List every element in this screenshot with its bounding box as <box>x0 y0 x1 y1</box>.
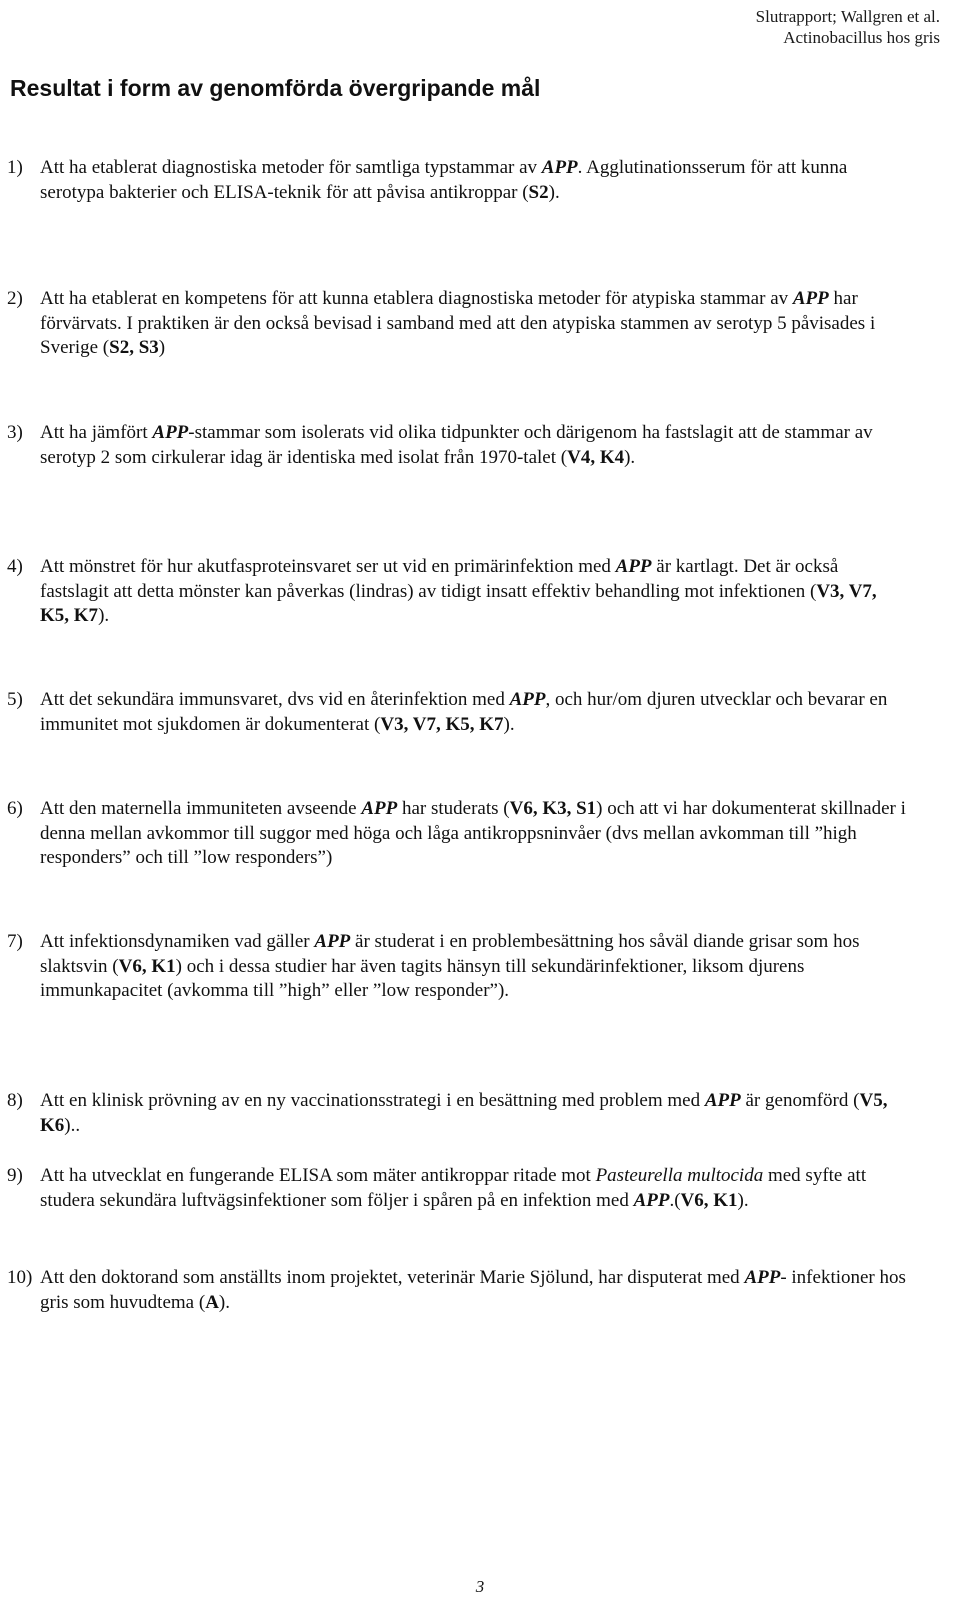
text-run: med syfte att studera sekundära luftvägsinfektioner som följer i spåren på en infektion med <box>40 1165 867 1211</box>
section-heading: Resultat i form av genomförda övergripande mål <box>10 75 541 101</box>
text-run: ) och att vi har dokumenterat skillnader i denna mellan avkommor till suggor med höga och låga antikroppsninvåer (dvs mellan avkomman till ”high responders” och till ”low responders”) <box>40 798 906 868</box>
text-run: Att ha etablerat diagnostiska metoder för samtliga typstammar av <box>40 157 542 178</box>
goal-number: 2) <box>7 288 23 309</box>
emphasis-bold: V6, K1 <box>118 955 176 977</box>
goal-number: 10) <box>7 1267 33 1288</box>
goal-item <box>7 421 907 470</box>
running-header-line-1: Slutrapport; Wallgren et al. <box>755 7 940 26</box>
text-run: ) <box>158 337 166 358</box>
goal-text <box>7 421 907 470</box>
text-run: ). <box>624 446 636 468</box>
goal-number: 4) <box>7 556 23 577</box>
text-run: har studerats ( <box>397 798 510 819</box>
goal-item <box>7 930 907 1004</box>
goal-number: 6) <box>7 798 23 819</box>
emphasis-bold: V5, K6 <box>40 1090 888 1136</box>
goal-item <box>7 797 907 871</box>
text-run: . Agglutinationsserum för att kunna serotypa bakterier och ELISA-teknik för att påvisa antikroppar ( <box>40 157 848 203</box>
text-run: har förvärvats. I praktiken är den också bevisad i samband med att den atypiska stammen av serotyp 5 påvisades i Sverige ( <box>40 288 876 358</box>
goal-item <box>7 555 907 629</box>
goal-item <box>7 287 907 361</box>
emphasis-bold: APP <box>541 157 578 178</box>
emphasis-bold: APP <box>615 556 652 577</box>
emphasis-bold: V3, V7, K5, K7 <box>40 580 877 626</box>
goal-number: 9) <box>7 1165 23 1186</box>
emphasis-italic: Pasteurella multocida <box>595 1165 764 1186</box>
goal-item <box>7 1164 907 1213</box>
emphasis-bold: APP <box>509 689 546 710</box>
text-run: Att ha etablerat en kompetens för att kunna etablera diagnostiska metoder för atypiska stammar av <box>40 288 793 309</box>
text-run: -stammar som isolerats vid olika tidpunkter och därigenom ha fastslagit att de stammar av serotyp 2 som cirkulerar idag är identiska med isolat från 1970-talet ( <box>40 422 873 468</box>
goal-number: 1) <box>7 157 23 178</box>
text-run: Att det sekundära immunsvaret, dvs vid en återinfektion med <box>40 689 510 710</box>
goal-item <box>7 1089 907 1138</box>
emphasis-bold: APP <box>704 1090 741 1111</box>
text-run: är studerat i en problembesättning hos såväl diande grisar som hos slaktsvin ( <box>40 931 860 977</box>
goal-item <box>7 688 907 737</box>
goal-text <box>7 797 907 871</box>
goal-item <box>7 1266 907 1315</box>
text-run: ). <box>737 1189 749 1211</box>
emphasis-bold: V6, K3, S1 <box>509 798 597 819</box>
emphasis-bold: APP <box>792 288 829 309</box>
goal-number: 3) <box>7 422 23 443</box>
text-run: ).. <box>64 1114 81 1136</box>
goal-text <box>7 1266 907 1315</box>
emphasis-bold: APP <box>152 422 189 443</box>
running-header-line-2: Actinobacillus hos gris <box>783 28 940 47</box>
goal-text <box>7 930 907 1004</box>
goal-text <box>7 1089 907 1138</box>
text-run: Att den doktorand som anställts inom projektet, veterinär Marie Sjölund, har disputerat med <box>40 1267 745 1288</box>
text-run: ). <box>218 1291 230 1313</box>
emphasis-bold: V4, K4 <box>567 446 625 468</box>
goal-item <box>7 156 907 205</box>
text-run: .( <box>669 1189 681 1211</box>
emphasis-bold: APP <box>744 1267 781 1288</box>
emphasis-bold: S2 <box>528 181 549 203</box>
goal-text <box>7 287 907 361</box>
emphasis-bold: APP <box>633 1189 670 1211</box>
text-run: ). <box>548 181 560 203</box>
text-run: Att ha utvecklat en fungerande ELISA som mäter antikroppar ritade mot <box>40 1165 596 1186</box>
text-run: är kartlagt. Det är också fastslagit att detta mönster kan påverkas (lindras) av tidigt insatt effektiv behandling mot infektionen ( <box>40 556 839 602</box>
emphasis-bold: APP <box>314 931 351 952</box>
goal-text <box>7 555 907 629</box>
emphasis-bold: V3, V7, K5, K7 <box>380 713 504 735</box>
emphasis-bold: V6, K1 <box>680 1189 738 1211</box>
goal-text <box>7 688 907 737</box>
emphasis-bold: A <box>205 1291 219 1313</box>
text-run: ) och i dessa studier har även tagits hänsyn till sekundärinfektioner, liksom djurens immunkapacitet (avkomma till ”high” eller ”low responder”). <box>40 955 805 1001</box>
page-number: 3 <box>475 1577 485 1596</box>
emphasis-bold: S2, S3 <box>109 337 159 358</box>
text-run: Att infektionsdynamiken vad gäller <box>40 931 315 952</box>
goal-number: 7) <box>7 931 23 952</box>
emphasis-bold: APP <box>361 798 398 819</box>
goal-number: 8) <box>7 1090 23 1111</box>
text-run: , och hur/om djuren utvecklar och bevarar en immunitet mot sjukdomen är dokumenterat ( <box>40 689 888 735</box>
goal-number: 5) <box>7 689 23 710</box>
text-run: ). <box>503 713 515 735</box>
text-run: är genomförd ( <box>740 1090 860 1111</box>
goal-text <box>7 156 907 205</box>
text-run: Att ha jämfört <box>40 422 153 443</box>
text-run: Att en klinisk prövning av en ny vaccinationsstrategi i en besättning med problem med <box>40 1090 705 1111</box>
goal-text <box>7 1164 907 1213</box>
text-run: - infektioner hos gris som huvudtema ( <box>40 1267 906 1313</box>
running-header <box>756 6 940 48</box>
text-run: Att den maternella immuniteten avseende <box>40 798 362 819</box>
text-run: ). <box>98 605 110 626</box>
text-run: Att mönstret för hur akutfasproteinsvaret ser ut vid en primärinfektion med <box>40 556 616 577</box>
